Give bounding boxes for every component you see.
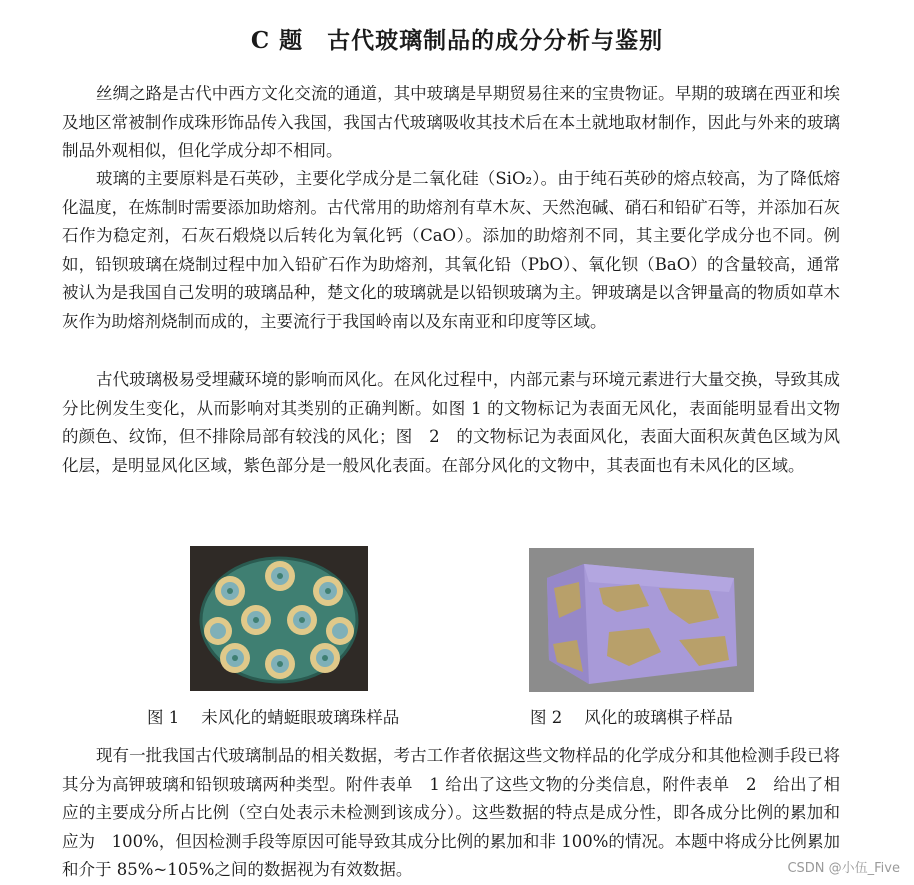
paragraph-materials: 玻璃的主要原料是石英砂，主要化学成分是二氧化硅（SiO₂）。由于纯石英砂的熔点较高，为了降低熔化温度，在炼制时需要添加助熔剂。古代常用的助熔剂有草木灰、天然泡碱、硝石和铅矿石等，并添加石灰石作为稳定剂，石灰石煅烧以后转化为氧化钙（CaO）。添加的助熔剂不同，其主要化学成分也不同。例如，铅钡玻璃在烧制过程中加入铅矿石作为助熔剂，其氧化铅（PbO）、氧化钡（BaO）的含量较高，通常被认为是我国自己发明的玻璃品种，楚文化的玻璃就是以铅钡玻璃为主。钾玻璃是以含钾量高的物质如草木灰作为助熔剂烧制而成的，主要流行于我国岭南以及东南亚和印度等区域。 (62, 169, 840, 331)
paragraph-intro: 丝绸之路是古代中西方文化交流的通道，其中玻璃是早期贸易往来的宝贵物证。早期的玻璃在西亚和埃及地区常被制作成珠形饰品传入我国，我国古代玻璃吸收其技术后在本土就地取材制作，因此与外来的玻璃制品外观相似，但化学成分却不相同。 (62, 84, 840, 160)
figure-2-caption (530, 704, 733, 728)
page-title: C 题 古代玻璃制品的成分分析与鉴别 (250, 27, 664, 54)
figure-2-number: 图 2 (530, 708, 563, 727)
figure-1-caption-text: 未风化的蜻蜓眼玻璃珠样品 (201, 708, 400, 727)
figure-1-number: 图 1 (147, 708, 180, 727)
figure-1-bead-image (190, 546, 368, 691)
csdn-watermark: CSDN @小伍_Five (787, 857, 900, 876)
figure-2-game-piece-image (529, 548, 754, 692)
paragraph-weathering: 古代玻璃极易受埋藏环境的影响而风化。在风化过程中，内部元素与环境元素进行大量交换，导致其成分比例发生变化，从而影响对其类别的正确判断。如图 1 的文物标记为表面无风化，表面能明显看出文物的颜色、纹饰，但不排除局部有较浅的风化；图 2 的文物标记为表面风化，表面大面积灰黄色区域为风化层，是明显风化区域，紫色部分是一般风化表面。在部分风化的文物中，其表面也有未风化的区域。 (62, 370, 840, 475)
figure-1-caption (147, 704, 399, 728)
figure-2-caption-text: 风化的玻璃棋子样品 (584, 708, 733, 727)
paragraph-dataset: 现有一批我国古代玻璃制品的相关数据，考古工作者依据这些文物样品的化学成分和其他检测手段已将其分为高钾玻璃和铅钡玻璃两种类型。附件表单 1 给出了这些文物的分类信息，附件表单 2 给出了相应的主要成分所占比例（空白处表示未检测到该成分）。这些数据的特点是成分性，即各成分比例的累加和应为 100%，但因检测手段等原因可能导致其成分比例的累加和非 100%的情况。本题中将成分比例累加和介于 85%~105%之间的数据视为有效数据。 (62, 746, 840, 879)
